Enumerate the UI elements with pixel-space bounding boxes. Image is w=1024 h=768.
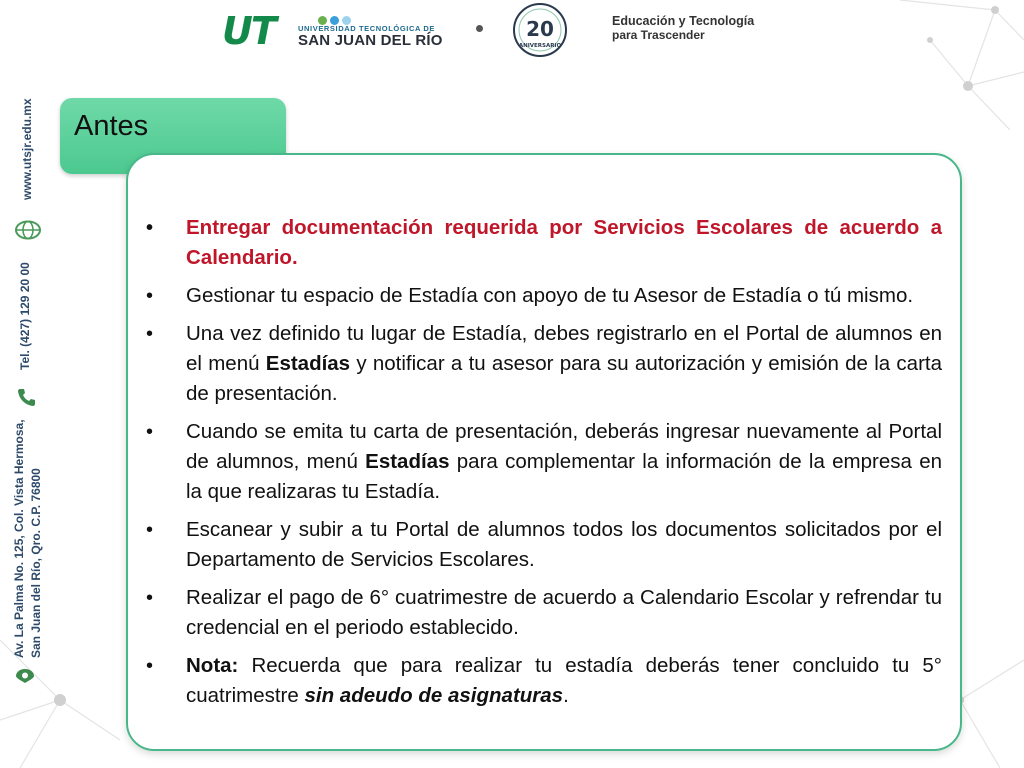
requirements-list [146,213,942,719]
address-line2: San Juan del Río, Qro. C.P. 76800 [29,468,43,658]
item-text: Realizar el pago de 6° cuatrimestre de acuerdo a Calendario Escolar y refrendar tu credencial en el periodo establecido. [186,586,942,639]
item-text: Gestionar tu espacio de Estadía con apoyo de tu Asesor de Estadía o tú mismo. [186,284,914,307]
website-text: www.utsjr.edu.mx [20,98,34,200]
item-bold-text: Estadías [265,352,351,375]
item-text: . [563,684,569,707]
university-name-line2: SAN JUAN DEL RÍO [298,32,443,49]
phone-text: Tel. (427) 129 20 00 [18,262,32,370]
list-item [146,281,942,311]
list-item [146,319,942,409]
item-text: para complementar la información de la empresa en la que realizaras tu Estadía. [186,450,942,503]
slogan-line2: para Trascender [612,28,705,42]
header [0,0,1024,62]
university-name-line1: UNIVERSIDAD TECNOLÓGICA DE [298,24,435,33]
anniversary-badge [507,2,573,58]
location-pin-icon [14,667,36,685]
slogan-line1: Educación y Tecnología [612,14,755,28]
item-bold-italic-text: sin adeudo de asignaturas [304,684,564,707]
content-card [126,153,962,751]
item-text: Entregar documentación requerida por Servicios Escolares de acuerdo a Calendario. [186,216,942,269]
list-item [146,651,942,711]
list-item [146,417,942,507]
list-item [146,213,942,273]
separator-dot [476,25,483,32]
globe-icon [14,220,42,240]
university-logo [222,9,467,53]
slogan [612,14,754,42]
note-label: Nota: [186,654,239,677]
item-text: Cuando se emita tu carta de presentación, deberás ingresar nuevamente al Portal de alumnos, menú [186,420,942,473]
address-line1: Av. La Palma No. 125, Col. Vista Hermosa, [12,419,26,658]
list-item [146,515,942,575]
phone-icon [16,386,38,408]
item-bold-text: Estadías [365,450,450,473]
ut-logo-mark: UT [222,9,275,53]
list-item [146,583,942,643]
item-text: y notificar a tu asesor para su autorización y emisión de la carta de presentación. [186,352,942,405]
page-title: Antes [74,110,149,142]
badge-number: 20 [526,17,554,41]
item-text: Recuerda que para realizar tu estadía deberás tener concluido tu 5° cuatrimestre [186,654,942,707]
badge-label: ANIVERSARIO [518,43,562,49]
item-text: Escanear y subir a tu Portal de alumnos todos los documentos solicitados por el Departamento de Servicios Escolares. [186,518,942,571]
item-text: Una vez definido tu lugar de Estadía, debes registrarlo en el Portal de alumnos en el menú [186,322,942,375]
